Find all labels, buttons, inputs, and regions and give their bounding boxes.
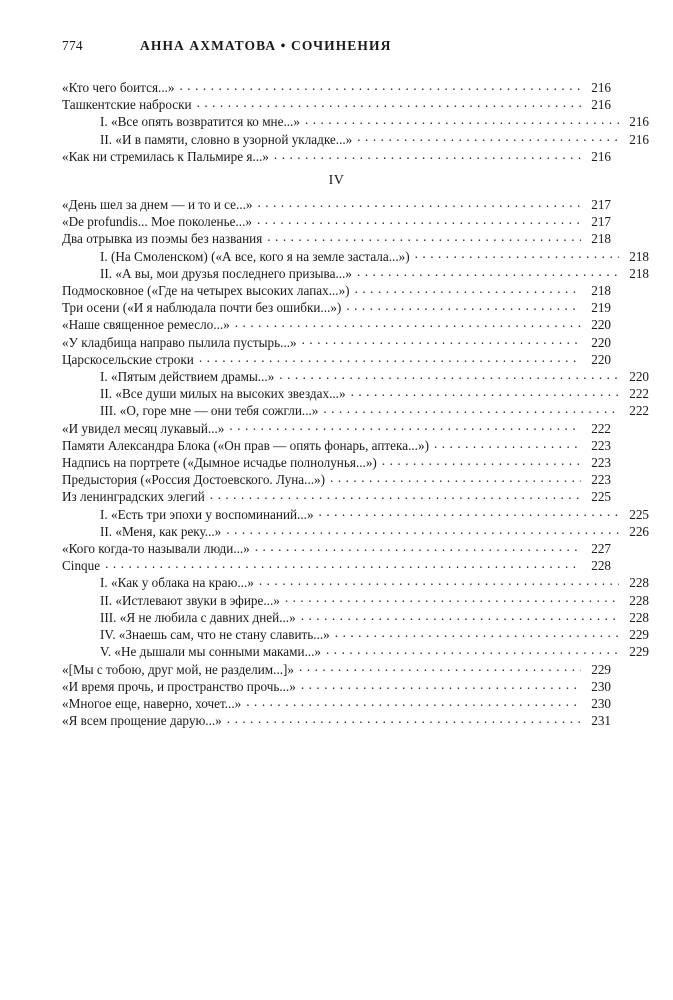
dot-leader <box>382 455 581 467</box>
dot-leader <box>323 403 619 415</box>
toc-entry-page: 227 <box>591 541 611 557</box>
toc-entry-page: 229 <box>629 644 649 660</box>
toc-entry-title: Подмосковное («Где на четырех высоких лапах...») <box>62 283 350 299</box>
dot-leader <box>197 97 581 109</box>
toc-entry-page: 223 <box>591 472 611 488</box>
toc-entry-page: 231 <box>591 713 611 729</box>
dot-leader <box>301 610 619 622</box>
toc-entry[interactable] <box>62 249 649 263</box>
dot-leader <box>346 300 581 312</box>
toc-entry-title: Три осени («И я наблюдала почти без ошибки...») <box>62 300 342 316</box>
toc-entry[interactable] <box>62 455 611 469</box>
toc-entry-title: «Многое еще, наверно, хочет...» <box>62 695 242 711</box>
toc-entry-title: «День шел за днем — и то и се...» <box>62 197 253 213</box>
toc-entry[interactable] <box>62 713 611 727</box>
toc-entry-title: Памяти Александра Блока («Он прав — опять фонарь, аптека...») <box>62 437 429 453</box>
toc-entry[interactable] <box>62 507 649 521</box>
toc-entry-title: III. «О, горе мне — они тебя сожгли...» <box>100 403 319 419</box>
toc-entry-title: «У кладбища направо пылила пустырь...» <box>62 334 297 350</box>
toc-entry-title: II. «Меня, как реку...» <box>100 523 222 539</box>
page-number: 774 <box>62 38 83 53</box>
toc-entry-page: 230 <box>591 678 611 694</box>
toc-entry-title: «[Мы с тобою, друг мой, не разделим...]» <box>62 661 295 677</box>
toc-entry-page: 228 <box>629 575 649 591</box>
toc-entry-page: 216 <box>591 148 611 164</box>
dot-leader <box>267 231 581 243</box>
toc-entry-page: 217 <box>591 214 611 230</box>
toc-entry[interactable] <box>62 231 611 245</box>
toc-entry-title: III. «Я не любила с давних дней...» <box>100 609 296 625</box>
dot-leader <box>302 335 581 347</box>
dot-leader <box>305 114 619 126</box>
toc-entry-page: 216 <box>629 131 649 147</box>
toc-entry-page: 220 <box>629 369 649 385</box>
toc-entry-title: Cinque <box>62 558 101 574</box>
toc-entry-page: 222 <box>591 420 611 436</box>
toc-entry[interactable] <box>62 97 611 111</box>
toc-entry-page: 228 <box>629 592 649 608</box>
toc-entry-page: 220 <box>591 334 611 350</box>
toc-entry[interactable] <box>62 644 649 658</box>
toc-entry[interactable] <box>62 472 611 486</box>
toc-entry-page: 226 <box>629 523 649 539</box>
toc-entry-page: 228 <box>591 558 611 574</box>
dot-leader <box>279 369 619 381</box>
dot-leader <box>415 249 619 261</box>
dot-leader <box>180 80 581 92</box>
toc-entry[interactable] <box>62 149 611 163</box>
toc-entry-page: 223 <box>591 455 611 471</box>
toc-entry[interactable] <box>62 352 611 366</box>
dot-leader <box>259 575 619 587</box>
dot-leader <box>301 679 581 691</box>
dot-leader <box>335 627 619 639</box>
section-label: IV <box>328 173 345 189</box>
toc-entry[interactable] <box>62 80 611 94</box>
dot-leader <box>227 713 581 725</box>
toc-entry[interactable] <box>62 627 649 641</box>
toc-entry[interactable] <box>62 266 649 280</box>
toc-entry[interactable] <box>62 403 649 417</box>
toc-entry[interactable] <box>62 214 611 228</box>
dot-leader <box>319 507 619 519</box>
toc-entry-title: Из ленинградских элегий <box>62 489 205 505</box>
toc-entry-page: 222 <box>629 386 649 402</box>
dot-leader <box>330 472 581 484</box>
toc-entry-title: V. «Не дышали мы сонными маками...» <box>100 644 321 660</box>
toc-entry-page: 220 <box>591 351 611 367</box>
toc-entry-title: «Кто чего боится...» <box>62 80 175 95</box>
toc-entry-title: I. «Все опять возвратится ко мне...» <box>100 114 300 130</box>
toc-entry-title: «Наше священное ремесло...» <box>62 317 230 333</box>
toc-entry[interactable] <box>62 369 649 383</box>
toc-entry-title: I. «Есть три эпохи у воспоминаний...» <box>100 506 314 522</box>
toc-entry-page: 216 <box>591 80 611 95</box>
toc-entry-page: 228 <box>629 609 649 625</box>
toc-entry-title: II. «Все души милых на высоких звездах...» <box>100 386 346 402</box>
toc-entry-page: 225 <box>591 489 611 505</box>
dot-leader <box>246 696 581 708</box>
dot-leader <box>229 421 581 433</box>
dot-leader <box>258 197 581 209</box>
dot-leader <box>210 489 581 501</box>
toc-entry-title: I. «Как у облака на краю...» <box>100 575 254 591</box>
toc-entry-title: II. «Истлевают звуки в эфире...» <box>100 592 280 608</box>
toc-entry[interactable] <box>62 696 611 710</box>
toc-entry-title: Царскосельские строки <box>62 351 194 367</box>
toc-entry-title: «И увидел месяц лукавый...» <box>62 420 225 436</box>
toc-entry-page: 218 <box>629 248 649 264</box>
dot-leader <box>434 438 581 450</box>
toc-entry-title: «De profundis... Мое поколенье...» <box>62 214 252 230</box>
toc-entry[interactable] <box>62 541 611 555</box>
toc-entry[interactable] <box>62 317 611 331</box>
toc-entry-page: 229 <box>629 627 649 643</box>
dot-leader <box>235 317 581 329</box>
toc-entry-page: 229 <box>591 661 611 677</box>
dot-leader <box>257 214 581 226</box>
toc-entry-title: «И время прочь, и пространство прочь...» <box>62 678 296 694</box>
toc-entry-page: 216 <box>629 114 649 130</box>
dot-leader <box>274 149 581 161</box>
dot-leader <box>355 283 581 295</box>
toc-entry-page: 230 <box>591 695 611 711</box>
toc-group-after <box>62 197 649 729</box>
dot-leader <box>357 132 619 144</box>
toc-entry-page: 216 <box>591 97 611 113</box>
running-head <box>62 38 611 58</box>
toc-entry[interactable] <box>62 300 611 314</box>
toc-entry[interactable] <box>62 575 649 589</box>
toc-entry[interactable] <box>62 335 611 349</box>
toc-group-before <box>62 80 649 164</box>
dot-leader <box>299 662 581 674</box>
toc-entry-title: I. (На Смоленском) («А все, кого я на земле застала...») <box>100 248 410 264</box>
toc-entry-title: II. «А вы, мои друзья последнего призыва...» <box>100 265 352 281</box>
toc-entry[interactable] <box>62 114 649 128</box>
toc-entry[interactable] <box>62 524 649 538</box>
dot-leader <box>285 593 619 605</box>
toc-entry[interactable] <box>62 679 611 693</box>
book-title-header: АННА АХМАТОВА • СОЧИНЕНИЯ <box>140 38 392 53</box>
toc-entry[interactable] <box>62 197 611 211</box>
toc-entry-title: Ташкентские наброски <box>62 97 192 113</box>
dot-leader <box>199 352 581 364</box>
toc-entry-title: I. «Пятым действием драмы...» <box>100 369 275 385</box>
toc-entry[interactable] <box>62 558 611 572</box>
toc-entry[interactable] <box>62 593 649 607</box>
toc-entry-title: Предыстория («Россия Достоевского. Луна...») <box>62 472 326 488</box>
toc-entry-title: IV. «Знаешь сам, что не стану славить...» <box>100 627 330 643</box>
toc-entry-page: 218 <box>591 231 611 247</box>
toc-entry-title: Надпись на портрете («Дымное исчадье полнолунья...») <box>62 455 377 471</box>
dot-leader <box>105 558 581 570</box>
dot-leader <box>351 386 619 398</box>
toc-entry-title: «Я всем прощение дарую...» <box>62 713 222 729</box>
toc-entry-title: «Как ни стремилась к Пальмире я...» <box>62 148 269 164</box>
toc-entry[interactable] <box>62 610 649 624</box>
dot-leader <box>357 266 619 278</box>
toc-entry-page: 218 <box>591 283 611 299</box>
toc-entry[interactable] <box>62 421 611 435</box>
dot-leader <box>255 541 581 553</box>
toc-entry-page: 217 <box>591 197 611 213</box>
toc-entry[interactable] <box>62 283 611 297</box>
toc-entry[interactable] <box>62 438 611 452</box>
dot-leader <box>226 524 619 536</box>
toc-entry-page: 220 <box>591 317 611 333</box>
toc-entry-title: II. «И в памяти, словно в узорной укладке...» <box>100 131 353 147</box>
toc-entry[interactable] <box>62 386 649 400</box>
toc-entry[interactable] <box>62 662 611 676</box>
toc-entry-page: 225 <box>629 506 649 522</box>
toc-entry-page: 222 <box>629 403 649 419</box>
toc-entry-title: «Кого когда-то называли люди...» <box>62 541 250 557</box>
table-of-contents <box>62 80 649 729</box>
toc-entry-page: 223 <box>591 437 611 453</box>
dot-leader <box>326 644 619 656</box>
toc-entry[interactable] <box>62 489 611 503</box>
toc-entry-page: 218 <box>629 265 649 281</box>
toc-entry-title: Два отрывка из поэмы без названия <box>62 231 263 247</box>
toc-entry-page: 219 <box>591 300 611 316</box>
toc-entry[interactable] <box>62 132 649 146</box>
